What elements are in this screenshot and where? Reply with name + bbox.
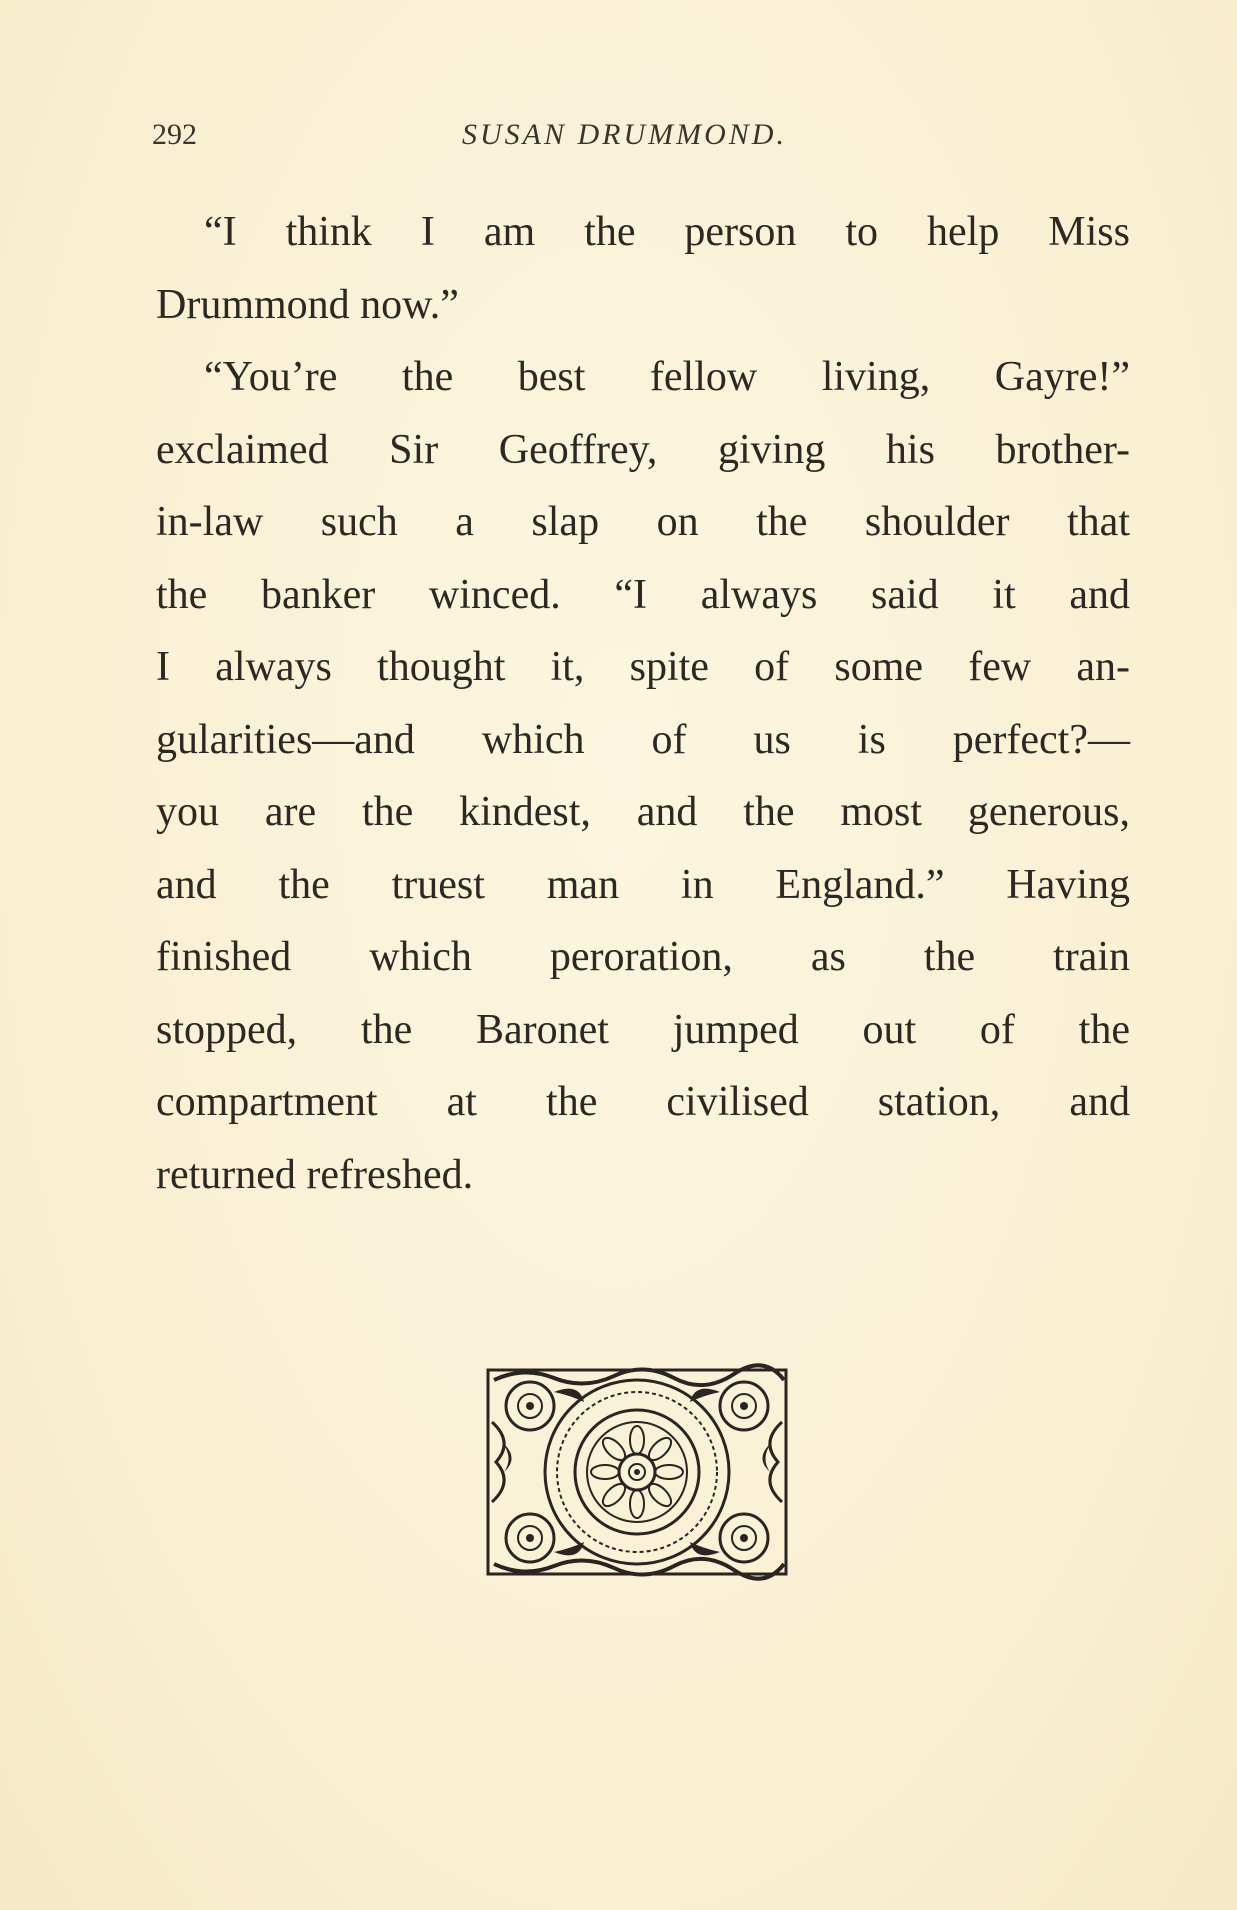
text-line: exclaimed Sir Geoffrey, giving his brother-: [156, 426, 1130, 473]
page-number: 292: [152, 118, 197, 151]
text-line: returned refreshed.: [156, 1151, 474, 1198]
text-line: you are the kindest, and the most generous,: [156, 789, 1130, 835]
tailpiece-ornament-icon: [484, 1362, 790, 1582]
text-line: compartment at the civilised station, and: [156, 1079, 1130, 1125]
text-line: the banker winced. “I always said it and: [156, 571, 1130, 618]
body-text: [156, 196, 1130, 1211]
text-line: finished which peroration, as the train: [156, 934, 1130, 980]
page-header: [152, 118, 1062, 168]
text-line: in-law such a slap on the shoulder that: [156, 499, 1130, 545]
text-line: I always thought it, spite of some few an-: [156, 644, 1130, 690]
text-line: gularities—and which of us is perfect?—: [156, 716, 1130, 763]
text-line: Drummond now.”: [156, 281, 459, 328]
text-line: “You’re the best fellow living, Gayre!”: [204, 354, 1130, 400]
text-line: and the truest man in England.” Having: [156, 861, 1130, 908]
text-line: “I think I am the person to help Miss: [204, 209, 1130, 255]
running-title: SUSAN DRUMMOND.: [462, 118, 787, 151]
text-line: stopped, the Baronet jumped out of the: [156, 1006, 1130, 1053]
